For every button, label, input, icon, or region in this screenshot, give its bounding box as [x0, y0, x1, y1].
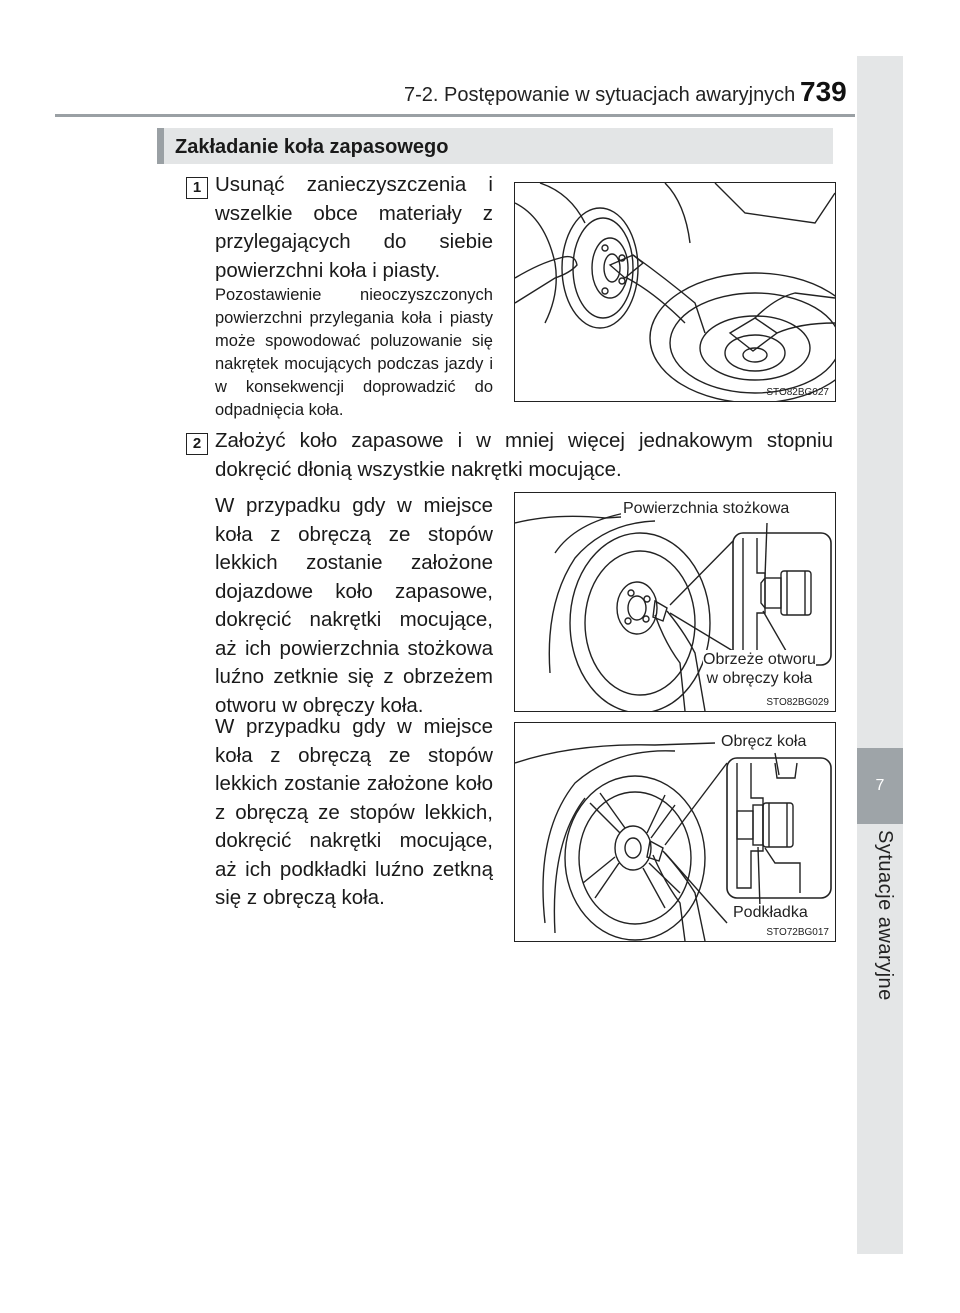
label-hole-edge-line-2: w obręczy koła: [703, 669, 816, 688]
figure-compact-spare-nut: [514, 492, 836, 712]
label-washer: Podkładka: [733, 904, 808, 921]
step-number-2: 2: [186, 433, 208, 455]
side-tab-upper: [857, 56, 903, 748]
section-title: Zakładanie koła zapasowego: [175, 136, 449, 158]
illustration-clean-hub: [515, 183, 835, 401]
step-1-note: Pozostawienie nieoczyszczonych powierzchni przylegania koła i piasty może spowodować poluzowanie się nakrętek mocujących podczas jazdy i w konsekwencji doprowadzić do odpadnięcia koła.: [215, 286, 493, 419]
label-hole-edge-line-1: Obrzeże otworu: [703, 651, 816, 668]
label-conical-surface: Powierzchnia stożkowa: [623, 500, 790, 517]
header-rule: [55, 114, 855, 117]
figure-code: STO82BG029: [766, 697, 829, 708]
figure-code: STO72BG017: [766, 927, 829, 938]
page-number: 739: [800, 76, 847, 107]
label-hole-edge: [703, 650, 816, 688]
step-2-para-alloy-wheel: W przypadku gdy w miejsce koła z obręczą ze stopów lekkich zostanie założone koło z obręczą ze stopów lekkich, dokręcić nakrętki mocujące, aż ich podkładki luźno zetkną się z obręczą koła.: [215, 715, 493, 909]
step-number-1: 1: [186, 177, 208, 199]
label-wheel-rim: Obręcz koła: [721, 733, 807, 750]
running-header: 7-2. Postępowanie w sytuacjach awaryjnych: [404, 84, 796, 106]
chapter-tab-title: Sytuacje awaryjne: [874, 830, 896, 1001]
figure-clean-hub: [514, 182, 836, 402]
step-2-text: Założyć koło zapasowe i w mniej więcej jednakowym stopniu dokręcić dłonią wszystkie nakrętki mocujące.: [215, 429, 833, 481]
figure-alloy-wheel-nut: [514, 722, 836, 942]
chapter-tab-number: 7: [857, 748, 903, 824]
step-2-para-compact-spare: W przypadku gdy w miejsce koła z obręczą ze stopów lekkich zostanie założone dojazdowe koło zapasowe, dokręcić nakrętki mocujące, aż ich powierzchnia stożkowa luźno zetknie się z obrzeżem otworu w obręczy koła.: [215, 494, 493, 717]
figure-code: STO82BG027: [766, 387, 829, 398]
step-1-text: Usunąć zanieczyszczenia i wszelkie obce materiały z przylegających do siebie powierzchni koła i piasty.: [215, 173, 493, 282]
